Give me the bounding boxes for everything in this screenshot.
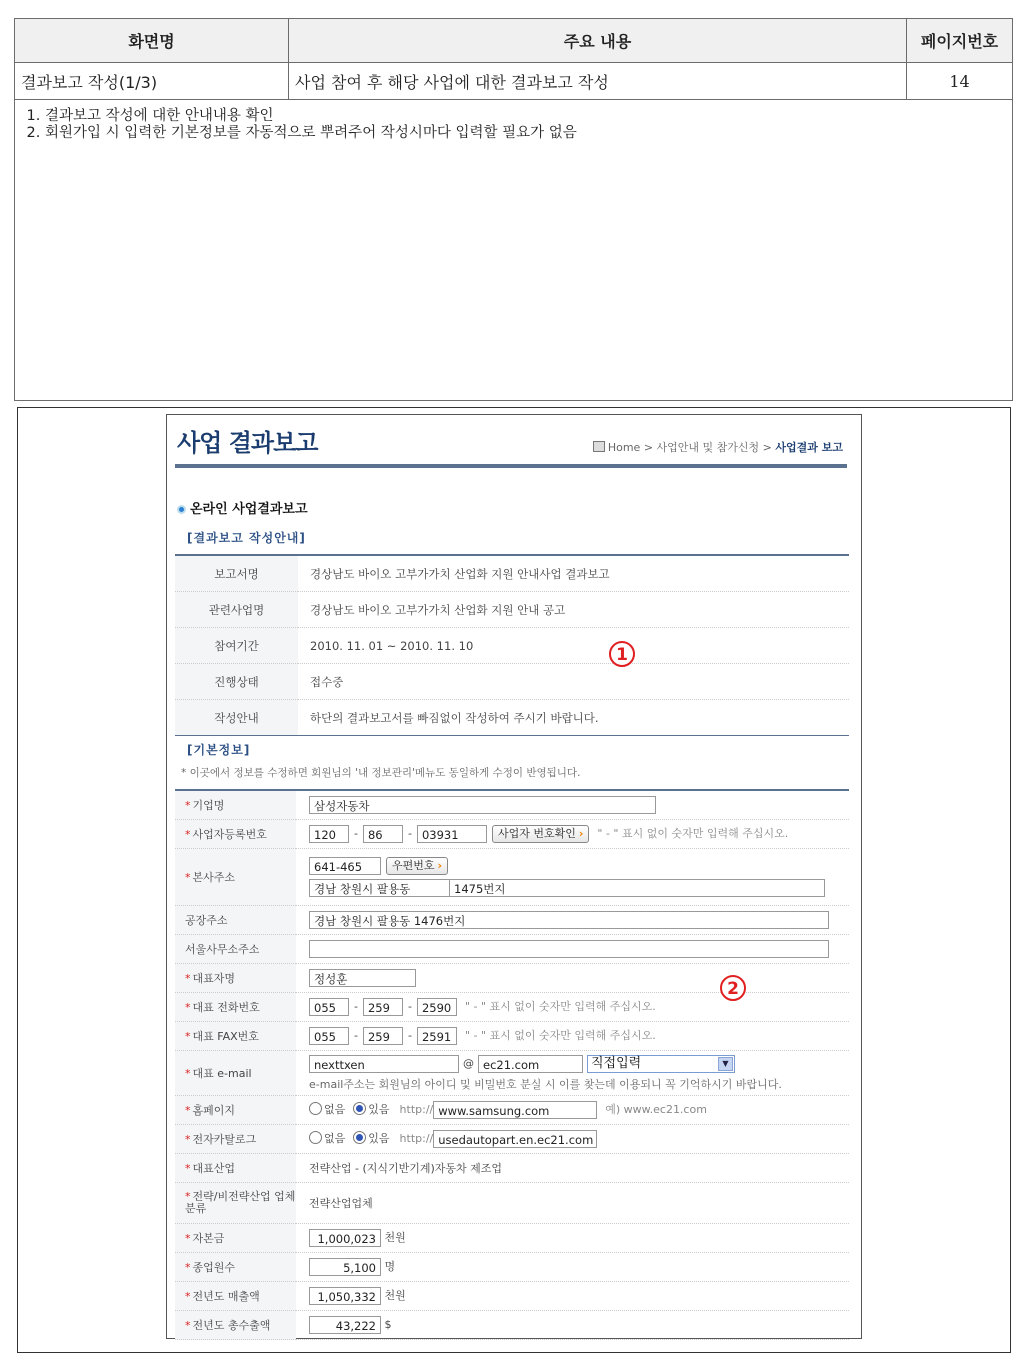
radio-label: 있음 [368,1103,390,1116]
label-text: 기업명 [192,799,225,812]
row-label: 진행상태 [175,664,298,700]
homepage-example: 예) www.ec21.com [605,1103,707,1116]
form-row [175,1311,849,1340]
label-text: 전년도 매출액 [192,1290,260,1303]
breadcrumb [593,439,843,455]
required-mark: * [185,1133,191,1146]
form-row [175,1282,849,1311]
button-label: 사업자 번호확인 [497,827,576,840]
form-row [175,1154,849,1183]
category-label [175,1183,296,1224]
homepage-input[interactable]: www.samsung.com [433,1101,597,1119]
table-row [175,555,849,592]
seoul-office-input[interactable] [309,940,829,958]
bizno-input-3[interactable]: 03931 [417,825,487,843]
employees-input[interactable]: 5,100 [309,1258,381,1276]
required-mark: * [185,799,191,812]
label-text: 자본금 [192,1232,225,1245]
tel-input-2[interactable]: 259 [363,998,403,1016]
form-row: * 대표 FAX번호 055 - 259 - 2591 " - " 표시 없이 숫자만 입력해 주십시오. [175,1022,849,1051]
fax-input-2[interactable]: 259 [363,1027,403,1045]
company-label [175,790,296,820]
section-title-text: 온라인 사업결과보고 [190,502,308,517]
export-label [175,1311,296,1340]
factory-label: 공장주소 [175,906,296,935]
tel-hint: " - " 표시 없이 숫자만 입력해 주십시오. [464,1000,656,1013]
required-mark: * [185,1162,191,1175]
required-mark: * [185,1232,191,1245]
fax-input-1[interactable]: 055 [309,1027,349,1045]
guide-table [175,554,849,736]
hq-address-2[interactable]: 1475번지 [449,879,825,897]
form-row [175,849,849,906]
capital-label [175,1224,296,1253]
employees-label [175,1253,296,1282]
catalog-radio-no[interactable] [309,1131,322,1144]
catalog-radio-yes[interactable] [353,1131,366,1144]
unit-label: 천원 [384,1289,406,1302]
row-value: 접수중 [298,664,849,700]
email-note: e-mail주소는 회원님의 아이디 및 비밀번호 분실 시 이를 찾는데 이용되니 꼭 기억하시기 바랍니다. [309,1077,782,1091]
page-title: 사업 결과보고 [177,429,318,457]
breadcrumb-mid[interactable]: 사업안내 및 참가신청 [656,441,760,454]
email-domain-input[interactable]: ec21.com [478,1055,583,1073]
required-mark: * [185,972,191,985]
bizno-label [175,820,296,849]
required-mark: * [185,871,191,884]
label-text: 대표 FAX번호 [192,1030,259,1043]
form-row [175,1125,849,1154]
page-number: 14 [907,63,1013,100]
header-screen-name: 화면명 [15,19,289,63]
hq-address-1[interactable]: 경남 창원시 팔용동 [309,879,449,897]
required-mark: * [185,1001,191,1014]
required-mark: * [185,1030,191,1043]
table-row [175,664,849,700]
hq-label [175,849,296,906]
chevron-down-icon: ▼ [718,1057,733,1071]
unit-label: $ [384,1318,392,1331]
basic-info-heading: [기본정보] [187,743,251,757]
bullet-icon [177,505,186,514]
breadcrumb-separator: > [759,441,776,454]
fax-hint: " - " 표시 없이 숫자만 입력해 주십시오. [464,1029,656,1042]
bizno-check-button[interactable] [492,825,589,843]
form-row [175,935,849,964]
row-label: 관련사업명 [175,592,298,628]
homepage-radio-yes[interactable] [353,1102,366,1115]
result-report-page [166,414,862,1339]
capital-input[interactable]: 1,000,023 [309,1229,381,1247]
form-row [175,1183,849,1224]
header-page-number: 페이지번호 [907,19,1013,63]
screen-name: 결과보고 작성(1/3) [15,63,289,100]
homepage-radio-no[interactable] [309,1102,322,1115]
label-text: 홈페이지 [192,1104,236,1117]
bizno-input-1[interactable]: 120 [309,825,349,843]
required-mark: * [185,1104,191,1117]
email-id-input[interactable]: nexttxen [309,1055,459,1073]
form-row [175,1051,849,1096]
form-row [175,790,849,820]
label-text: 종업원수 [192,1261,236,1274]
bizno-input-2[interactable]: 86 [363,825,403,843]
fax-label [175,1022,296,1051]
company-input[interactable]: 삼성자동차 [309,796,656,814]
annotation-marker-2: 2 [720,975,746,1001]
required-mark: * [185,1067,191,1080]
radio-label: 없음 [324,1132,346,1145]
label-text: 전자카탈로그 [192,1133,257,1146]
form-row [175,1224,849,1253]
radio-label: 있음 [368,1132,390,1145]
fax-input-3[interactable]: 2591 [417,1027,457,1045]
tel-input-1[interactable]: 055 [309,998,349,1016]
home-icon [593,441,605,452]
label-text: 대표자명 [192,972,236,985]
tel-label [175,993,296,1022]
zip-input[interactable]: 641-465 [309,857,381,875]
table-row [175,592,849,628]
row-value: 하단의 결과보고서를 빠짐없이 작성하여 주시기 바랍니다. [298,700,849,736]
basic-info-note: * 이곳에서 정보를 수정하면 회원님의 '내 정보관리'메뉴도 동일하게 수정이 반영됩니다. [181,767,581,779]
title-divider [175,464,847,468]
required-mark: * [185,1190,191,1203]
ceo-input[interactable]: 정성훈 [309,969,416,987]
form-row: * 대표 전화번호 055 - 259 - 2590 " - " 표시 없이 숫자만 입력해 주십시오. [175,993,849,1022]
form-row [175,1253,849,1282]
label-text: 본사주소 [192,871,236,884]
label-text: 전략/비전략산업 업체분류 [185,1190,296,1215]
form-row: * 사업자등록번호 120 - 86 - 03931 사업자 번호확인 › " - " 표시 없이 숫자만 입력해 주십시오. [175,820,849,849]
zip-search-button[interactable] [386,857,448,875]
required-mark: * [185,1261,191,1274]
button-label: 우편번호 [392,859,435,872]
label-text: 대표 전화번호 [192,1001,260,1014]
table-row [175,700,849,736]
select-value: 직접입력 [591,1055,642,1071]
unit-label: 천원 [384,1231,406,1244]
required-mark: * [185,1290,191,1303]
row-label: 참여기간 [175,628,298,664]
form-row [175,1096,849,1125]
form-row [175,906,849,935]
breadcrumb-separator: > [640,441,657,454]
row-value: 경상남도 바이오 고부가가치 산업화 지원 안내 공고 [298,592,849,628]
http-prefix: http:// [399,1103,434,1116]
annotation-marker-1: 1 [609,641,635,667]
industry-value: 전략산업 - (지식기반기계)자동차 제조업 [296,1154,849,1183]
row-label: 보고서명 [175,555,298,592]
guide-heading: [결과보고 작성안내] [187,531,306,545]
arrow-icon: › [578,827,584,840]
unit-label: 명 [384,1260,396,1273]
description-list [21,108,1006,142]
spec-table [14,18,1013,401]
export-input[interactable]: 43,222 [309,1316,381,1334]
radio-label: 없음 [324,1103,346,1116]
tel-input-3[interactable]: 2590 [417,998,457,1016]
category-value: 전략산업업체 [296,1183,849,1224]
catalog-label [175,1125,296,1154]
sales-label [175,1282,296,1311]
email-domain-select[interactable] [587,1055,735,1073]
arrow-icon: › [437,859,443,872]
email-label [175,1051,296,1096]
label-text: 대표산업 [192,1162,236,1175]
label-text: 전년도 총수출액 [192,1319,271,1332]
basic-info-form [175,789,849,1340]
label-text: 사업자등록번호 [192,828,267,841]
header-main-content: 주요 내용 [289,19,907,63]
http-prefix: http:// [399,1132,434,1145]
ceo-label [175,964,296,993]
at-sign: @ [463,1056,474,1070]
form-row [175,964,849,993]
bizno-hint: " - " 표시 없이 숫자만 입력해 주십시오. [597,827,789,840]
factory-address-input[interactable]: 경남 창원시 팔용동 1476번지 [309,911,829,929]
row-label: 작성안내 [175,700,298,736]
description-item: 1. 결과보고 작성에 대한 안내내용 확인 [45,108,1006,125]
row-value: 경상남도 바이오 고부가가치 산업화 지원 안내사업 결과보고 [298,555,849,592]
main-content: 사업 참여 후 해당 사업에 대한 결과보고 작성 [289,63,907,100]
section-title [177,498,308,517]
table-row [175,628,849,664]
breadcrumb-current: 사업결과 보고 [775,441,843,454]
description-cell [15,100,1013,401]
label-text: 대표 e-mail [192,1067,252,1080]
industry-label [175,1154,296,1183]
row-value: 2010. 11. 01 ~ 2010. 11. 10 [298,628,849,664]
homepage-label [175,1096,296,1125]
required-mark: * [185,1319,191,1332]
description-item: 2. 회원가입 시 입력한 기본정보를 자동적으로 뿌려주어 작성시마다 입력할 필요가 없음 [45,125,1006,142]
catalog-input[interactable]: usedautopart.en.ec21.com [433,1130,597,1148]
seoul-office-label: 서울사무소주소 [175,935,296,964]
required-mark: * [185,828,191,841]
sales-input[interactable]: 1,050,332 [309,1287,381,1305]
breadcrumb-home[interactable]: Home [607,441,641,454]
